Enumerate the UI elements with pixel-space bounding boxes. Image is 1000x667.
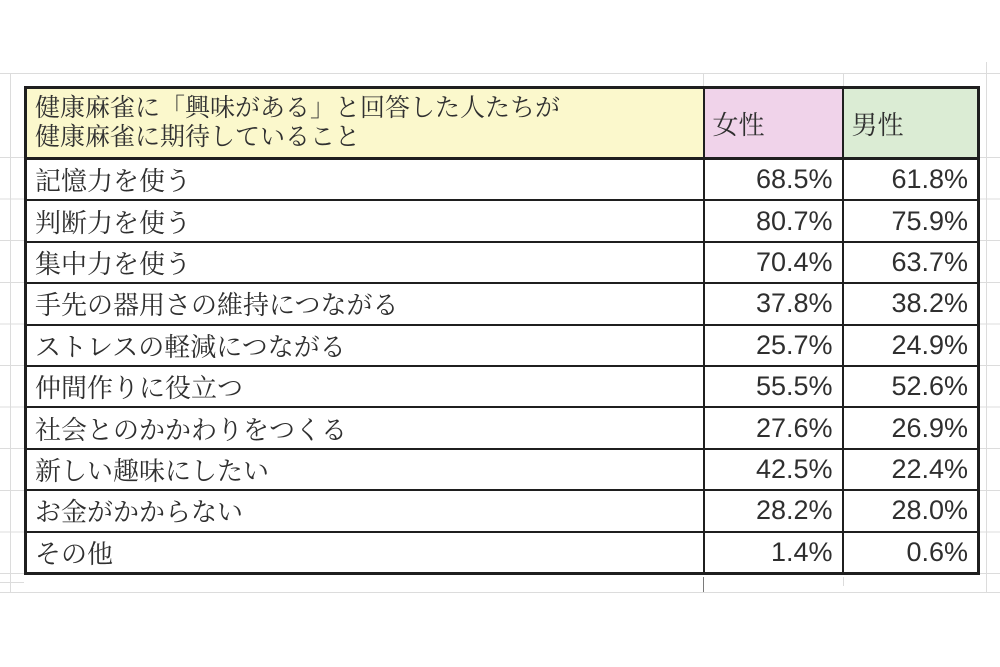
- female-value-cell[interactable]: 55.5%: [704, 366, 843, 407]
- row-label-cell[interactable]: 記憶力を使う: [26, 159, 704, 201]
- table-row: [26, 283, 979, 324]
- table-title-line1: 健康麻雀に「興味がある」と回答した人たちが: [35, 94, 561, 122]
- table-row: [26, 200, 979, 241]
- male-value-cell[interactable]: 38.2%: [843, 283, 979, 324]
- row-label-cell[interactable]: 判断力を使う: [26, 200, 704, 241]
- row-label-cell[interactable]: ストレスの軽減につながる: [26, 325, 704, 366]
- male-value-cell[interactable]: 22.4%: [843, 449, 979, 490]
- gridline-top-col-stub-1: [703, 74, 704, 86]
- female-value-cell[interactable]: 28.2%: [704, 490, 843, 531]
- female-value-cell[interactable]: 42.5%: [704, 449, 843, 490]
- female-value-cell[interactable]: 37.8%: [704, 283, 843, 324]
- table-title-line2: 健康麻雀に期待していること: [35, 123, 361, 151]
- gridline-bottom-horizontal: [0, 592, 1000, 593]
- table-row: [26, 449, 979, 490]
- female-value-cell[interactable]: 70.4%: [704, 242, 843, 283]
- table-row: [26, 366, 979, 407]
- row-label-cell[interactable]: その他: [26, 532, 704, 574]
- expectations-table: [24, 86, 980, 575]
- table-title-cell[interactable]: [26, 88, 704, 159]
- male-value-cell[interactable]: 0.6%: [843, 532, 979, 574]
- male-value-cell[interactable]: 28.0%: [843, 490, 979, 531]
- row-label-cell[interactable]: 仲間作りに役立つ: [26, 366, 704, 407]
- row-label-cell[interactable]: お金がかからない: [26, 490, 704, 531]
- male-value-cell[interactable]: 52.6%: [843, 366, 979, 407]
- column-header-female[interactable]: 女性: [704, 88, 843, 159]
- female-value-cell[interactable]: 27.6%: [704, 407, 843, 448]
- gridline-bottom-col-dark: [703, 577, 704, 592]
- row-label-cell[interactable]: 集中力を使う: [26, 242, 704, 283]
- table-row: [26, 159, 979, 201]
- male-value-cell[interactable]: 75.9%: [843, 200, 979, 241]
- male-value-cell[interactable]: 61.8%: [843, 159, 979, 201]
- gridline-top-horizontal: [0, 73, 1000, 74]
- female-value-cell[interactable]: 1.4%: [704, 532, 843, 574]
- gridline-bottom-col-stub: [843, 577, 844, 586]
- table-header-row: [26, 88, 979, 159]
- table-row: [26, 407, 979, 448]
- gridline-right-row-stubs: [977, 157, 1000, 575]
- male-value-cell[interactable]: 24.9%: [843, 325, 979, 366]
- table-row: [26, 490, 979, 531]
- male-value-cell[interactable]: 26.9%: [843, 407, 979, 448]
- table-row: [26, 242, 979, 283]
- table-row: [26, 532, 979, 574]
- row-label-cell[interactable]: 新しい趣味にしたい: [26, 449, 704, 490]
- female-value-cell[interactable]: 68.5%: [704, 159, 843, 201]
- row-label-cell[interactable]: 社会とのかかわりをつくる: [26, 407, 704, 448]
- female-value-cell[interactable]: 80.7%: [704, 200, 843, 241]
- female-value-cell[interactable]: 25.7%: [704, 325, 843, 366]
- gridline-left-row-stubs: [0, 157, 24, 575]
- table-row: [26, 325, 979, 366]
- gridline-top-col-stub-2: [843, 74, 844, 86]
- male-value-cell[interactable]: 63.7%: [843, 242, 979, 283]
- column-header-male[interactable]: 男性: [843, 88, 979, 159]
- row-label-cell[interactable]: 手先の器用さの維持につながる: [26, 283, 704, 324]
- gridline-bottom-stub: [0, 582, 24, 583]
